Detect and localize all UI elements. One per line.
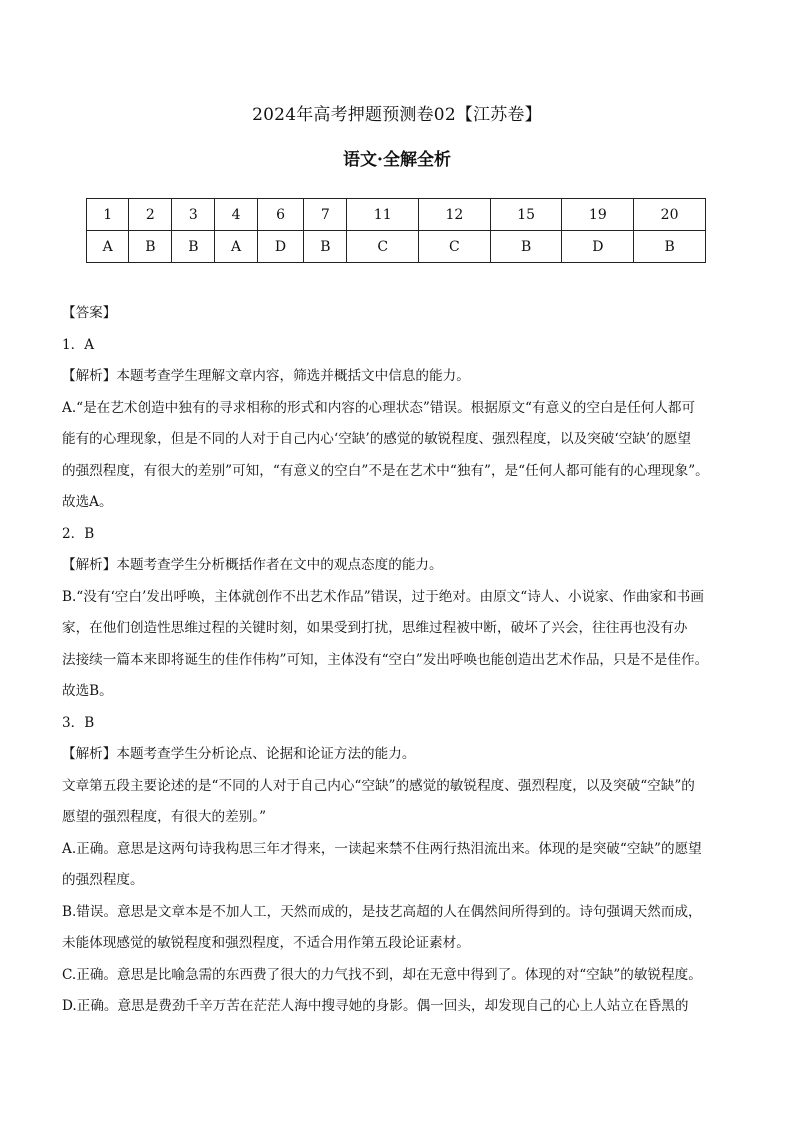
page-title: 2024年高考押题预测卷02【江苏卷】 [252, 105, 542, 125]
text-line: 1．A [62, 336, 95, 353]
text-line: 2．B [62, 525, 95, 542]
question-number-cell: 3 [172, 199, 215, 231]
text-line: D.正确。意思是费劲千辛万苦在茫茫人海中搜寻她的身影。偶一回头，却发现自己的心上人站立在昏黑的 [62, 998, 689, 1014]
question-number-cell: 15 [490, 199, 562, 231]
question-number-cell: 19 [562, 199, 634, 231]
text-line: A.“是在艺术创造中独有的寻求相称的形式和内容的心理状态”错误。根据原文“有意义的空白是任何人都可 [62, 399, 696, 416]
answer-cell: B [490, 231, 562, 263]
question-number-cell: 11 [347, 199, 419, 231]
answer-table [86, 198, 706, 263]
question-number-cell: 1 [87, 199, 129, 231]
text-line: A.正确。意思是这两句诗我构思三年才得来，一读起来禁不住两行热泪流出来。体现的是突破“空缺”的愿望 [62, 840, 702, 857]
explanation-body [62, 298, 734, 1023]
page-subtitle: 语文·全解全析 [343, 150, 451, 170]
answer-cell: A [215, 231, 257, 263]
text-line: 愿望的强烈程度，有很大的差别。” [62, 809, 267, 825]
answer-cell: C [419, 231, 491, 263]
text-line: 的强烈程度。 [62, 872, 144, 888]
answer-cell: B [172, 231, 215, 263]
text-line: 【解析】本题考查学生分析概括作者在文中的观点态度的能力。 [62, 557, 443, 573]
answer-cell: B [304, 231, 347, 263]
text-line: 的强烈程度，有很大的差别”可知，“有意义的空白”不是在艺术中“独有”，是“任何人都可能有的心理现象”。 [62, 462, 709, 479]
question-number-cell: 20 [634, 199, 706, 231]
answer-table-number-row [87, 199, 706, 231]
question-number-cell: 4 [215, 199, 257, 231]
answer-cell: D [257, 231, 304, 263]
text-line: 未能体现感觉的敏锐程度和强烈程度，不适合用作第五段论证素材。 [62, 935, 470, 951]
text-line: C.正确。意思是比喻急需的东西费了很大的力气找不到，却在无意中得到了。体现的对“空缺”的敏锐程度。 [62, 966, 702, 983]
text-line: 【解析】本题考查学生分析论点、论据和论证方法的能力。 [62, 746, 416, 762]
answer-cell: A [87, 231, 129, 263]
question-number-cell: 12 [419, 199, 491, 231]
answer-table-answer-row [87, 231, 706, 263]
answer-cell: B [634, 231, 706, 263]
text-line: 3．B [62, 714, 95, 731]
question-number-cell: 7 [304, 199, 347, 231]
text-line: B.错误。意思是文章本是不加人工，天然而成的，是技艺高超的人在偶然间所得到的。诗句强调天然而成， [62, 903, 702, 920]
answer-cell: C [347, 231, 419, 263]
answer-cell: B [129, 231, 172, 263]
text-line: 故选A。 [62, 494, 113, 510]
question-number-cell: 6 [257, 199, 304, 231]
text-line: 能有的心理现象，但是不同的人对于自己内心‘空缺’的感觉的敏锐程度、强烈程度，以及突破‘空缺’的愿望 [62, 431, 691, 447]
text-line: 家，在他们创造性思维过程的关键时刻，如果受到打扰，思维过程被中断，破坏了兴会，往往再也没有办 [62, 620, 688, 636]
question-number-cell: 2 [129, 199, 172, 231]
text-line: 文章第五段主要论述的是“不同的人对于自己内心“空缺”的感觉的敏锐程度、强烈程度，以及突破“空缺”的 [62, 777, 695, 794]
text-line: 故选B。 [62, 683, 113, 699]
answer-cell: D [562, 231, 634, 263]
text-line: B.“没有‘空白’发出呼唤，主体就创作不出艺术作品”错误，过于绝对。由原文“诗人、小说家、作曲家和书画 [62, 588, 704, 605]
text-line: 【解析】本题考查学生理解文章内容，筛选并概括文中信息的能力。 [62, 368, 470, 384]
text-line: 法接续一篇本来即将诞生的佳作伟构”可知，主体没有“空白”发出呼唤也能创造出艺术作品，只是不是佳作。 [62, 651, 709, 668]
text-line: 【答案】 [62, 305, 117, 321]
